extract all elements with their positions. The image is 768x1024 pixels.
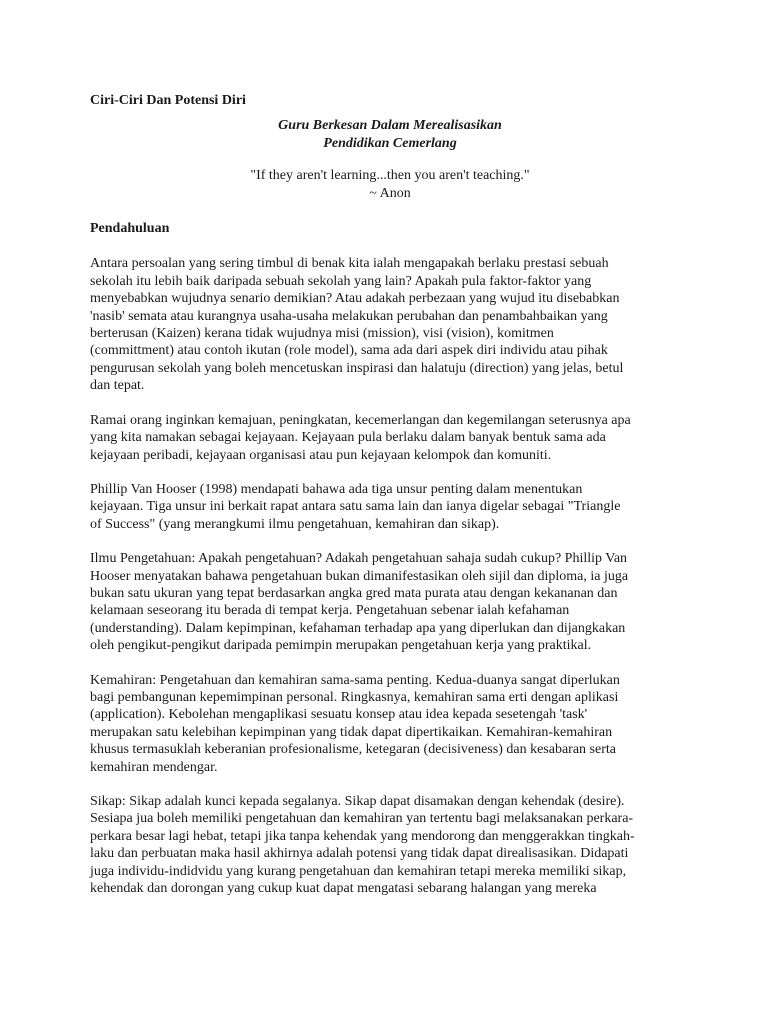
- quote-text: "If they aren't learning...then you aren't teaching.": [250, 168, 530, 184]
- epigraph-quote: [90, 167, 690, 202]
- paragraph-line: (committment) atau contoh ikutan (role model), sama ada dari aspek diri individu atau pihak: [90, 343, 608, 359]
- paragraph-line: berterusan (Kaizen) kerana tidak wujudnya misi (mission), visi (vision), komitmen: [90, 326, 554, 342]
- paragraph-line: Phillip Van Hooser (1998) mendapati bahawa ada tiga unsur penting dalam menentukan: [90, 481, 583, 497]
- paragraph-line: menyebabkan wujudnya senario demikian? Atau adakah perbezaan yang wujud itu disebabkan: [90, 291, 620, 307]
- paragraph-line: Ilmu Pengetahuan: Apakah pengetahuan? Adakah pengetahuan sahaja sudah cukup? Phillip Van: [90, 551, 628, 567]
- paragraph-line: dan tepat.: [90, 378, 145, 394]
- paragraph-line: pengurusan sekolah yang boleh mencetuskan inspirasi dan halatuju (direction) yang jelas, betul: [90, 360, 624, 376]
- paragraph-line: Kemahiran: Pengetahuan dan kemahiran sama-sama penting. Kedua-duanya sangat diperlukan: [90, 672, 620, 688]
- paragraph-line: kejayaan. Tiga unsur ini berkait rapat antara satu sama lain dan ianya digelar sebagai "Triangle: [90, 499, 621, 515]
- quote-attribution: ~ Anon: [369, 185, 411, 201]
- paragraph-line: kelamaan seseorang itu berada di tempat kerja. Pengetahuan sebenar ialah kefahaman: [90, 603, 570, 619]
- paragraph-line: (application). Kebolehan mengaplikasi sesuatu konsep atau idea kepada sesetengah 'task': [90, 707, 588, 723]
- subtitle-line: Guru Berkesan Dalam Merealisasikan: [278, 118, 502, 134]
- body-paragraph: [90, 412, 690, 464]
- paragraph-line: juga individu-indidvidu yang kurang pengetahuan dan kemahiran tetapi mereka memiliki sikap,: [90, 863, 627, 879]
- body-paragraph: [90, 550, 690, 654]
- document-title: Ciri-Ciri Dan Potensi Diri: [90, 93, 246, 108]
- paragraph-line: bagi pembangunan kepemimpinan personal. Ringkasnya, kemahiran sama erti dengan aplikasi: [90, 689, 619, 705]
- paragraph-line: Antara persoalan yang sering timbul di benak kita ialah mengapakah berlaku prestasi sebuah: [90, 256, 609, 272]
- paragraph-line: Hooser menyatakan bahawa pengetahuan bukan dimanifestasikan oleh sijil dan diploma, ia juga: [90, 568, 629, 584]
- paragraph-line: bukan satu ukuran yang tepat berdasarkan angka gred mata purata atau dengan kekananan dan: [90, 585, 618, 601]
- paragraph-line: Sesiapa jua boleh memiliki pengetahuan dan kemahiran yan tertentu bagi melaksanakan perkara-: [90, 811, 634, 827]
- paragraph-line: Ramai orang inginkan kemajuan, peningkatan, kecemerlangan dan kegemilangan seterusnya apa: [90, 412, 631, 428]
- paragraph-line: Sikap: Sikap adalah kunci kepada segalanya. Sikap dapat disamakan dengan kehendak (desire).: [90, 794, 625, 809]
- document-subtitle: [90, 117, 690, 152]
- section-heading: Pendahuluan: [90, 221, 170, 237]
- paragraph-line: sekolah itu lebih baik daripada sebuah sekolah yang lain? Apakah pula faktor-faktor yang: [90, 273, 592, 289]
- body-paragraph: [90, 255, 690, 394]
- paragraph-line: merupakan satu kelebihan kepimpinan yang tidak dapat dipertikaikan. Kemahiran-kemahiran: [90, 724, 613, 740]
- body-paragraph: [90, 793, 690, 897]
- paragraph-line: 'nasib' semata atau kurangnya usaha-usaha melakukan perubahan dan penambahbaikan yang: [90, 308, 608, 324]
- paragraph-line: khusus termasuklah keberanian profesionalisme, ketegaran (decisiveness) dan kesabaran serta: [90, 742, 616, 758]
- paragraph-line: kejayaan peribadi, kejayaan organisasi atau pun kejayaan kelompok dan komuniti.: [90, 447, 552, 463]
- paragraph-line: oleh pengikut-pengikut daripada pemimpin merupakan pengetahuan kerja yang praktikal.: [90, 638, 592, 654]
- paragraph-line: kemahiran mendengar.: [90, 759, 218, 775]
- document-page: [90, 92, 690, 914]
- paragraph-line: perkara besar lagi hebat, tetapi jika tanpa kehendak yang mendorong dan menggerakkan tingkah-: [90, 828, 635, 844]
- body-paragraph: [90, 481, 690, 533]
- paragraph-line: yang kita namakan sebagai kejayaan. Kejayaan pula berlaku dalam banyak bentuk sama ada: [90, 430, 606, 446]
- body-paragraph: [90, 672, 690, 776]
- subtitle-line: Pendidikan Cemerlang: [323, 135, 457, 151]
- paragraph-line: of Success" (yang merangkumi ilmu pengetahuan, kemahiran dan sikap).: [90, 516, 500, 532]
- body-paragraphs: [90, 255, 690, 897]
- paragraph-line: kehendak dan dorongan yang cukup kuat dapat mengatasi sebarang halangan yang mereka: [90, 881, 597, 897]
- paragraph-line: (understanding). Dalam kepimpinan, kefahaman terhadap apa yang diperlukan dan dijangkakan: [90, 620, 626, 636]
- paragraph-line: laku dan perbuatan maka hasil akhirnya adalah potensi yang tidak dapat direalisasikan. Didapati: [90, 846, 629, 862]
